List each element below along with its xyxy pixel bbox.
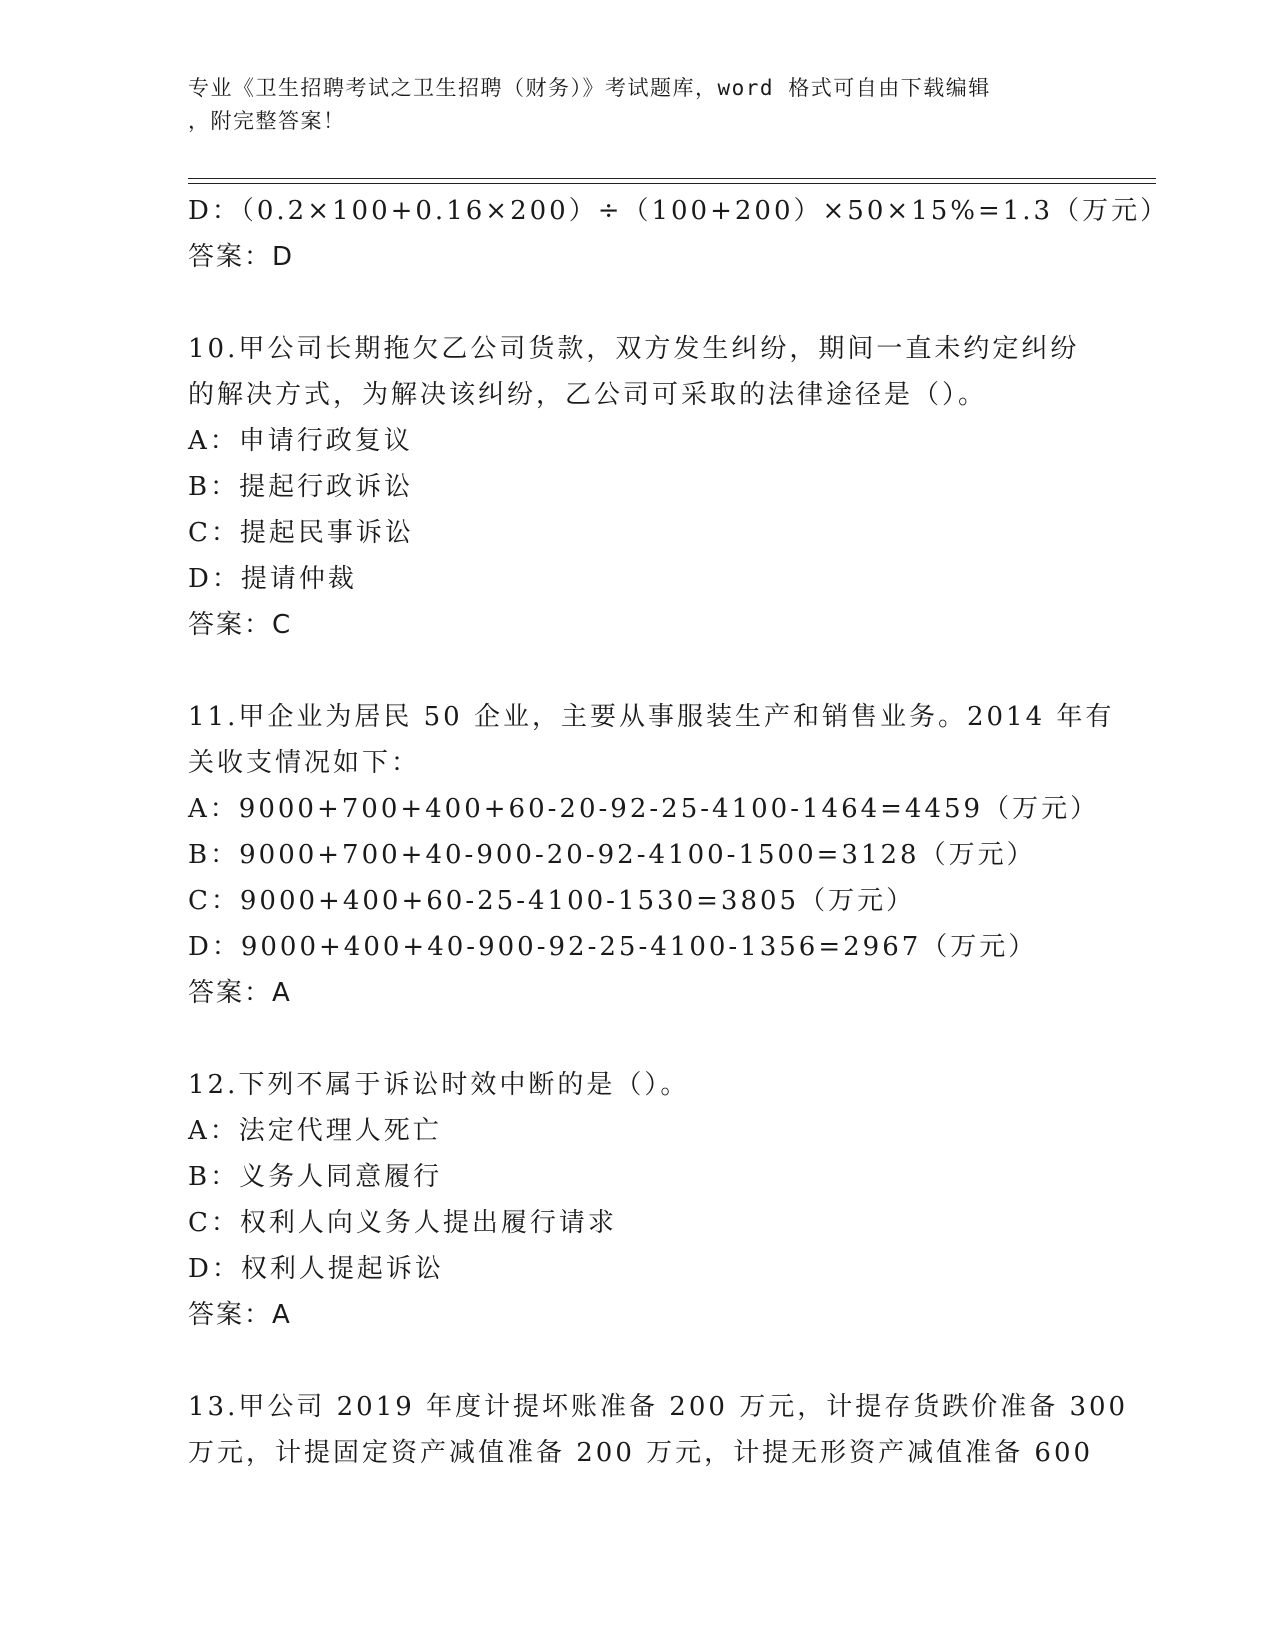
question-stem: 的解决方式，为解决该纠纷，乙公司可采取的法律途径是（）。 (188, 380, 988, 410)
spacer (188, 1016, 1088, 1062)
question-12 (188, 1062, 1088, 1338)
option-c: C：权利人向义务人提出履行请求 (188, 1208, 617, 1238)
option-a: A：申请行政复议 (188, 426, 413, 456)
question-stem: 万元，计提固定资产减值准备 200 万元，计提无形资产减值准备 600 (188, 1438, 1094, 1468)
option-c: C：9000+400+60-25-4100-1530=3805（万元） (188, 886, 916, 916)
option-b: B：义务人同意履行 (188, 1162, 443, 1192)
option-b: B：9000+700+40-900-20-92-4100-1500=3128（万元） (188, 840, 1036, 870)
header-divider-top (188, 178, 1156, 179)
answer: 答案：A (188, 1300, 292, 1330)
spacer (188, 648, 1088, 694)
question-13 (188, 1384, 1129, 1476)
question-stem: 12.下列不属于诉讼时效中断的是（）。 (188, 1070, 690, 1100)
question-stem: 10.甲公司长期拖欠乙公司货款，双方发生纠纷，期间一直未约定纠纷 (188, 334, 1080, 364)
option-b: B：提起行政诉讼 (188, 472, 414, 502)
spacer (188, 280, 1088, 326)
header-divider-bottom (188, 183, 1156, 184)
document-body (188, 188, 1170, 1476)
option-c: C：提起民事诉讼 (188, 518, 414, 548)
spacer (188, 1338, 1088, 1384)
prev-option-d: D：（0.2×100+0.16×200）÷（100+200）×50×15%=1.3（万元） (188, 196, 1170, 226)
document-header (188, 72, 1088, 138)
header-line-2: ，附完整答案！ (188, 109, 346, 133)
question-stem: 关收支情况如下： (188, 748, 421, 778)
question-stem: 11.甲企业为居民 50 企业，主要从事服装生产和销售业务。2014 年有 (188, 702, 1115, 732)
question-10 (188, 326, 1088, 648)
question-stem: 13.甲公司 2019 年度计提坏账准备 200 万元，计提存货跌价准备 300 (188, 1392, 1129, 1422)
prev-answer: 答案：D (188, 242, 295, 272)
option-d: D：9000+400+40-900-92-25-4100-1356=2967（万元） (188, 932, 1038, 962)
option-a: A：9000+700+400+60-20-92-25-4100-1464=4459（万元） (188, 794, 1100, 824)
option-d: D：权利人提起诉讼 (188, 1254, 444, 1284)
option-a: A：法定代理人死亡 (188, 1116, 442, 1146)
option-d: D：提请仲裁 (188, 564, 357, 594)
answer: 答案：A (188, 978, 292, 1008)
answer: 答案：C (188, 610, 293, 640)
header-line-1: 专业《卫生招聘考试之卫生招聘（财务）》考试题库，word 格式可自由下载编辑 (188, 76, 991, 100)
question-11 (188, 694, 1115, 1016)
